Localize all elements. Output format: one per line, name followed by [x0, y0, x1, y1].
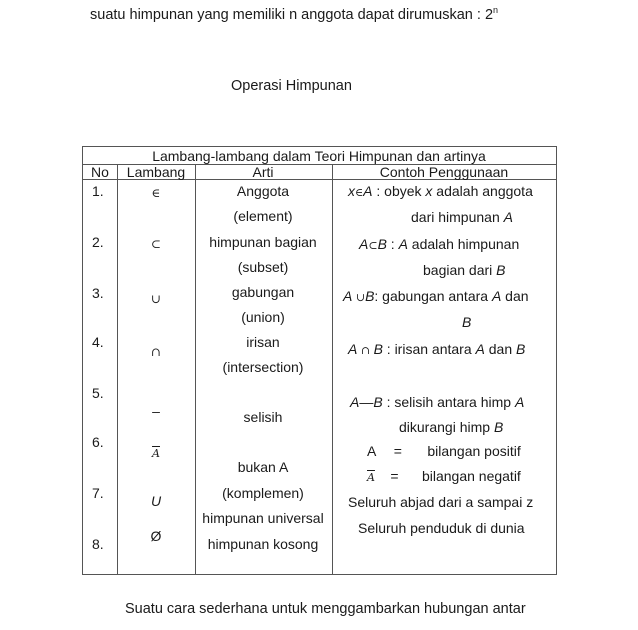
- table-border-right: [556, 146, 557, 575]
- arti-text: irisan: [246, 334, 280, 350]
- symbol-difference: –: [152, 403, 160, 419]
- arti-text: himpunan universal: [202, 510, 324, 526]
- arti-text: himpunan bagian: [209, 234, 317, 250]
- symbol-element-of: ∈: [151, 186, 161, 200]
- contoh-text: A—B : selisih antara himp A: [350, 394, 525, 410]
- row-number: 1.: [92, 183, 104, 199]
- symbol-universal: U: [150, 493, 162, 509]
- arti-text: (subset): [237, 259, 289, 275]
- paragraph-top: suatu himpunan yang memiliki n anggota dapat dirumuskan : 2$^n$: [90, 5, 499, 23]
- section-title: Operasi Himpunan: [231, 78, 352, 94]
- contoh-text: A ∪B: gabungan antara A dan: [343, 288, 529, 304]
- arti-text: Anggota: [236, 183, 290, 199]
- arti-text: (union): [241, 309, 285, 325]
- table-caption: Lambang-lambang dalam Teori Himpunan dan artinya: [152, 148, 486, 164]
- row-number: 3.: [92, 285, 104, 301]
- symbol-table: [82, 146, 557, 575]
- arti-text: bukan A: [237, 459, 289, 475]
- arti-text: himpunan kosong: [207, 536, 319, 552]
- contoh-text: x∈A : obyek x adalah anggota: [348, 183, 533, 199]
- row-number: 2.: [92, 234, 104, 250]
- row-number: 6.: [92, 434, 104, 450]
- arti-text: (komplemen): [222, 485, 304, 501]
- symbol-subset: ⊂: [150, 237, 162, 251]
- contoh-text: Seluruh penduduk di dunia: [358, 520, 525, 536]
- table-border-bottom: [82, 574, 557, 575]
- contoh-text: dari himpunan A: [411, 209, 513, 225]
- symbol-complement: $\overline{A}$: [152, 447, 160, 460]
- contoh-text: bagian dari B: [423, 262, 506, 278]
- arti-text: selisih: [243, 409, 283, 425]
- contoh-text: $\overline{A}$ = bilangan negatif: [367, 468, 521, 484]
- symbol-empty: Ø: [150, 528, 162, 544]
- row-number: 7.: [92, 485, 104, 501]
- symbol-union: ∪: [150, 292, 162, 306]
- col-divider-1: [117, 164, 118, 575]
- header-no: No: [91, 164, 109, 180]
- contoh-text: A ∩ B : irisan antara A dan B: [348, 341, 526, 357]
- row-number: 4.: [92, 334, 104, 350]
- header-lambang: Lambang: [126, 164, 186, 180]
- paragraph-bottom: Suatu cara sederhana untuk menggambarkan hubungan antar: [125, 601, 526, 617]
- row-number: 8.: [92, 536, 104, 552]
- header-arti: Arti: [252, 164, 274, 180]
- contoh-text: A = bilangan positif: [367, 443, 521, 459]
- col-divider-3: [332, 164, 333, 575]
- header-contoh: Contoh Penggunaan: [379, 164, 509, 180]
- contoh-text: Seluruh abjad dari a sampai z: [348, 494, 534, 510]
- arti-text: (intersection): [222, 359, 304, 375]
- arti-text: (element): [233, 208, 293, 224]
- table-border-left: [82, 146, 83, 575]
- symbol-intersection: ∩: [150, 345, 162, 359]
- contoh-text: dikurangi himp B: [399, 419, 504, 435]
- contoh-text: A⊂B : A adalah himpunan: [359, 236, 520, 252]
- contoh-text: B: [462, 314, 472, 330]
- table-border-top: [82, 146, 557, 147]
- col-divider-2: [195, 164, 196, 575]
- arti-text: gabungan: [231, 284, 295, 300]
- row-number: 5.: [92, 385, 104, 401]
